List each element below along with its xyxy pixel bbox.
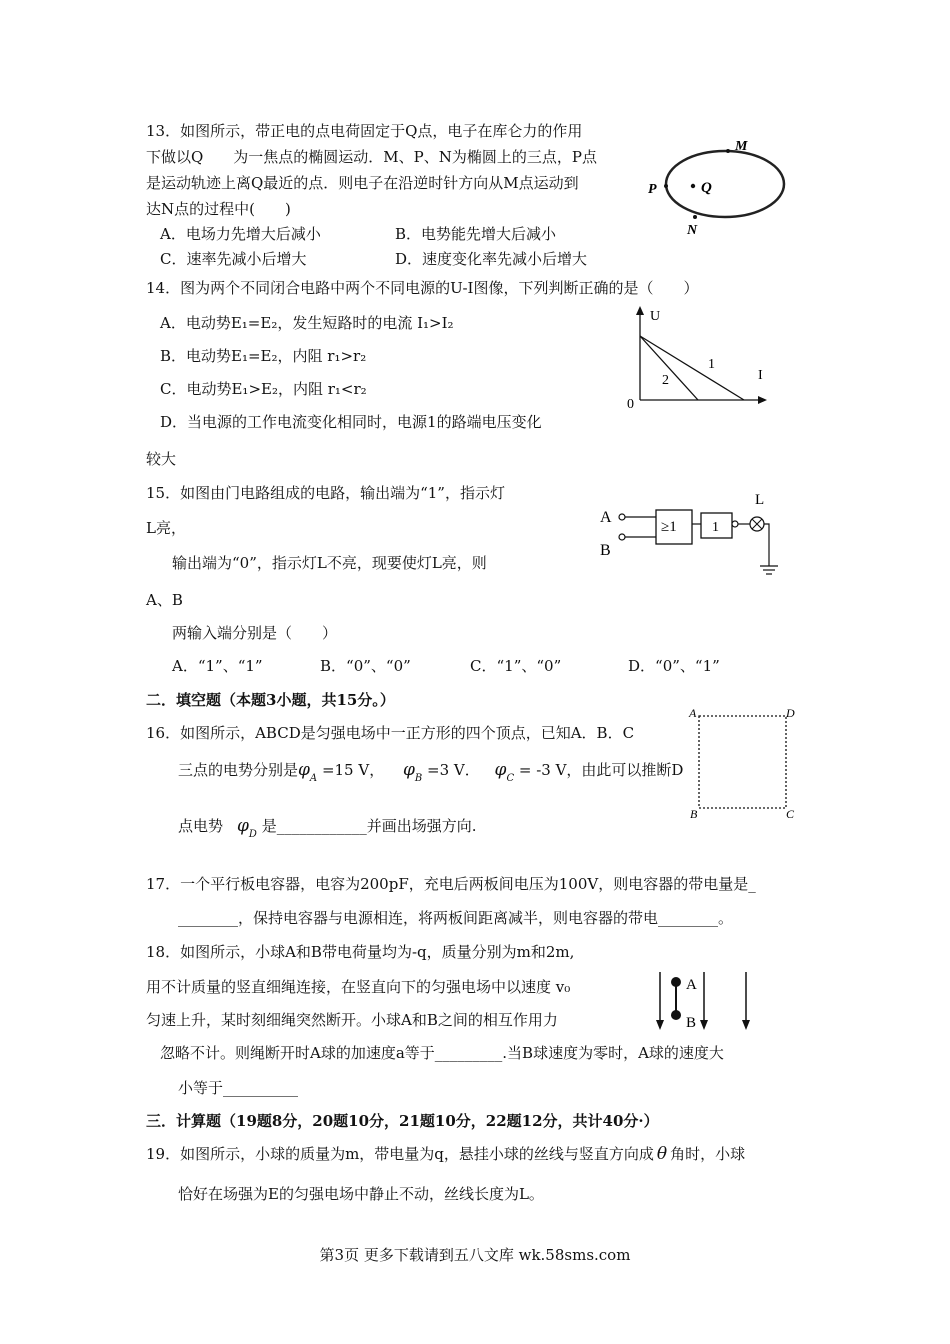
q13-line4: 达N点的过程中( ) — [146, 200, 291, 218]
q13-option-a: A．电场力先增大后减小 — [160, 225, 321, 243]
phi-b-value: =3 V． — [427, 761, 480, 779]
phi-a: φ — [298, 760, 310, 780]
page-footer: 第3页 更多下载请到五八文库 wk.58sms.com — [319, 1246, 631, 1264]
q14-option-d: D．当电源的工作电流变化相同时，电源1的路端电压变化 — [160, 413, 542, 431]
q18-field-figure — [648, 968, 758, 1038]
i-axis-arrow — [758, 396, 767, 404]
q15-option-a: A．“1”、“1” — [172, 657, 263, 675]
q18-line3: 匀速上升，某时刻细绳突然断开。小球A和B之间的相互作用力 — [146, 1011, 558, 1029]
q17-line2: ________，保持电容器与电源相连，将两板间距离减半，则电容器的带电________。 — [178, 909, 734, 927]
q13-option-c: C．速率先减小后增大 — [160, 250, 307, 268]
q14-option-c: C．电动势E₁>E₂，内阻 r₁<r₂ — [160, 380, 367, 398]
q15-line4: A、B — [146, 591, 183, 609]
phi-d: φ — [237, 816, 249, 836]
q13-option-b: B．电势能先增大后减小 — [395, 225, 557, 243]
q13-line3: 是运动轨迹上离Q最近的点．则电子在沿逆时针方向从M点运动到 — [146, 174, 579, 192]
q18-line4: 忽略不计。则绳断开时A球的加速度a等于_________.当B球速度为零时，A球的速度大 — [160, 1044, 724, 1062]
point-n — [693, 215, 697, 219]
phi-c-value: = -3 V，由此可以推断D — [518, 761, 684, 779]
ball-a — [671, 977, 681, 987]
ball-a-label: A — [686, 977, 697, 993]
not-gate-label: 1 — [712, 520, 719, 535]
ball-b — [671, 1010, 681, 1020]
phi-c: φ — [494, 760, 507, 780]
phi-b-sub: B — [414, 773, 423, 784]
input-b-terminal — [619, 534, 625, 540]
phi-c-sub: C — [506, 773, 515, 784]
field-arrow-3 — [742, 1020, 750, 1030]
q14-ui-graph — [620, 300, 780, 415]
q16-l3-text: 点电势 — [178, 817, 224, 835]
label-n: N — [687, 223, 698, 238]
label-q: Q — [701, 180, 712, 196]
q18-line5: 小等于__________ — [178, 1079, 299, 1097]
label-m: M — [735, 139, 748, 154]
q15-line5: 两输入端分别是（ ） — [172, 624, 338, 642]
square-abcd — [699, 716, 786, 808]
or-gate-label: ≥1 — [661, 519, 677, 535]
vertex-d: D — [786, 706, 795, 720]
line-2 — [640, 336, 698, 400]
line-1 — [640, 336, 744, 400]
label-line2: 2 — [662, 373, 669, 388]
input-label-a: A — [600, 509, 612, 526]
q19-line2: 恰好在场强为E的匀强电场中静止不动，丝线长度为L。 — [178, 1185, 544, 1203]
q13-option-d: D．速度变化率先减小后增大 — [395, 250, 588, 268]
point-p — [664, 184, 668, 188]
point-m — [726, 149, 730, 153]
ball-b-label: B — [686, 1015, 697, 1031]
section3-heading: 三．计算题（19题8分，20题10分，21题10分，22题12分，共计40分·） — [146, 1112, 659, 1130]
q18-line1: 18．如图所示，小球A和B带电荷量均为-q，质量分别为m和2m, — [146, 943, 575, 961]
phi-a-value: =15 V， — [321, 761, 385, 779]
input-label-b: B — [600, 542, 611, 559]
label-p: P — [648, 182, 657, 197]
q18-line2: 用不计质量的竖直细绳连接，在竖直向下的匀强电场中以速度 v₀ — [146, 978, 571, 996]
q15-option-d: D．“0”、“1” — [628, 657, 720, 675]
lamp-label: L — [755, 492, 765, 508]
not-bubble — [732, 521, 738, 527]
q15-option-b: B．“0”、“0” — [320, 657, 411, 675]
u-axis-arrow — [636, 306, 644, 315]
wire-ground — [764, 524, 769, 566]
phi-b: φ — [402, 760, 415, 780]
charge-q-dot — [691, 184, 695, 188]
theta-symbol: θ — [656, 1144, 668, 1164]
q19-line1 — [146, 1144, 745, 1164]
field-arrow-1 — [656, 1020, 664, 1030]
q17-line1: 17．一个平行板电容器，电容为200pF，充电后两板间电压为100V，则电容器的带电量是_ — [146, 875, 756, 893]
q19-l1-end: 角时，小球 — [670, 1145, 746, 1163]
section2-heading: 二．填空题（本题3小题，共15分。） — [146, 691, 395, 709]
q15-logic-circuit — [595, 488, 795, 583]
phi-d-sub: D — [248, 829, 257, 840]
q13-line1: 13．如图所示，带正电的点电荷固定于Q点，电子在库仑力的作用 — [146, 122, 583, 140]
q13-line2: 下做以Q 为一焦点的椭圆运动．M、P、N为椭圆上的三点，P点 — [146, 148, 597, 166]
label-u: U — [650, 309, 661, 324]
vertex-b: B — [690, 807, 698, 821]
q15-line1: 15．如图由门电路组成的电路，输出端为“1”，指示灯 — [146, 484, 505, 502]
q13-ellipse-figure — [640, 130, 800, 240]
q16-square-figure — [686, 705, 806, 823]
label-origin: 0 — [627, 397, 634, 412]
vertex-a: A — [689, 706, 697, 720]
phi-a-sub: A — [309, 773, 318, 784]
input-a-terminal — [619, 514, 625, 520]
vertex-c: C — [786, 807, 795, 821]
q15-line2: L亮， — [146, 519, 186, 537]
q14-option-d-cont: 较大 — [146, 450, 177, 468]
q16-l3-answer: 是____________并画出场强方向. — [261, 817, 477, 835]
q14-stem: 14．图为两个不同闭合电路中两个不同电源的U-I图像，下列判断正确的是（ ） — [146, 279, 699, 297]
q16-line3 — [178, 816, 477, 845]
label-line1: 1 — [708, 357, 715, 372]
q15-option-c: C．“1”、“0” — [470, 657, 562, 675]
q19-l1-text: 19．如图所示，小球的质量为m，带电量为q，悬挂小球的丝线与竖直方向成 — [146, 1145, 654, 1163]
q14-option-b: B．电动势E₁=E₂，内阻 r₁>r₂ — [160, 347, 367, 365]
orbit-ellipse — [666, 151, 784, 217]
q14-option-a: A．电动势E₁=E₂，发生短路时的电流 I₁>I₂ — [160, 314, 454, 332]
field-arrow-2 — [700, 1020, 708, 1030]
q16-line2 — [178, 760, 683, 789]
q16-l2-text: 三点的电势分别是 — [178, 761, 299, 779]
label-i: I — [758, 368, 763, 383]
q15-line3: 输出端为“0”，指示灯L不亮，现要使灯L亮，则 — [172, 554, 487, 572]
q16-line1: 16．如图所示，ABCD是匀强电场中一正方形的四个顶点，已知A．B．C — [146, 724, 635, 742]
